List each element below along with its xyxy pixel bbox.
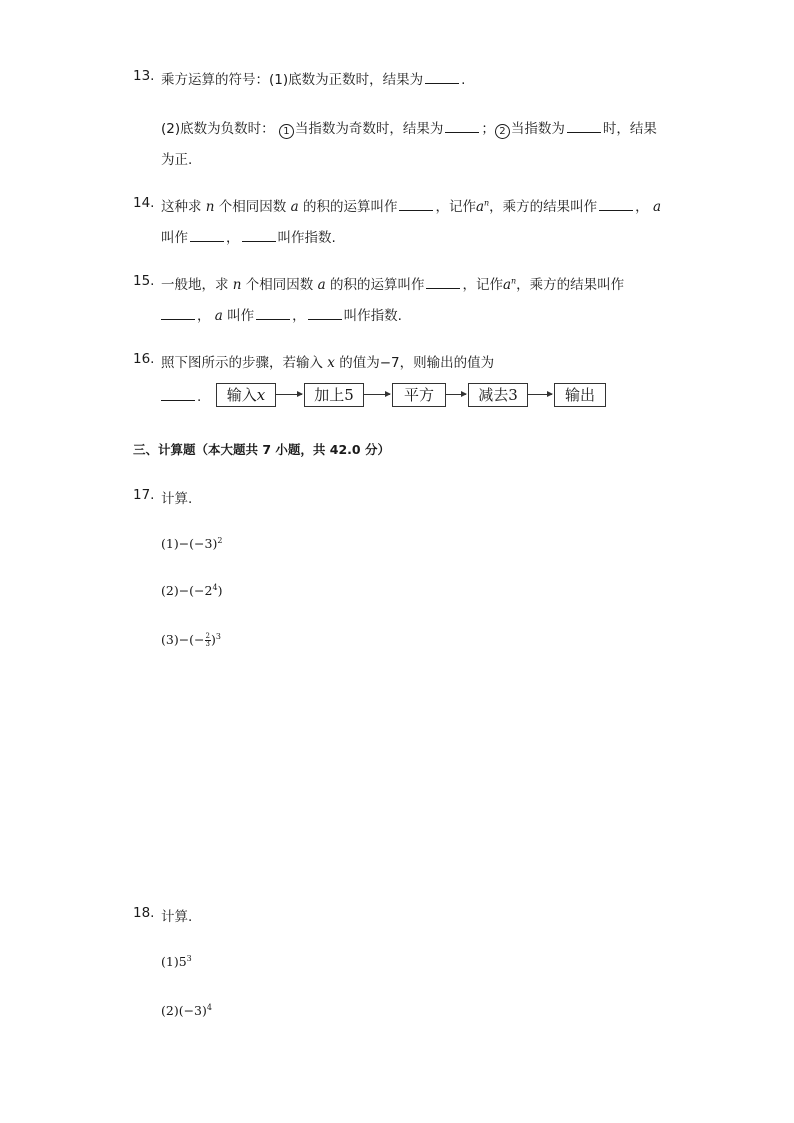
text: (2)−(−2 [161, 583, 213, 599]
circled-number-2: 2 [495, 124, 510, 139]
flow-box-add: 加上5 [304, 383, 364, 407]
math-exponent: 4 [206, 1003, 212, 1012]
question-number: 13. [133, 68, 155, 84]
answer-blank[interactable] [567, 120, 601, 133]
text: 时，结果 [602, 121, 657, 137]
math-exponent: 2 [217, 536, 223, 545]
subquestion-1 [161, 954, 192, 969]
question-text [161, 273, 624, 293]
math-variable: n [205, 199, 215, 215]
flowchart [216, 383, 606, 407]
text: ； [481, 121, 495, 137]
text: 的值为−7，则输出的值为 [339, 355, 495, 371]
text: 的积的运算叫作 [302, 199, 398, 215]
question-text [161, 351, 494, 371]
answer-blank[interactable] [161, 388, 195, 401]
question-text-line-3: 为正. [161, 152, 193, 168]
text: (1)−(−3) [161, 536, 218, 552]
answer-blank[interactable] [445, 120, 479, 133]
fraction-denominator: 3 [205, 640, 210, 649]
text: (2)底数为负数时： [161, 121, 275, 137]
text: 个相同因数 [218, 199, 287, 215]
text: ，乘方的结果叫作 [489, 199, 598, 215]
text: ，记作 [435, 199, 476, 215]
answer-blank[interactable] [161, 307, 195, 320]
math-exponent: 3 [215, 632, 221, 641]
math-variable: n [232, 277, 242, 293]
math-variable: a [652, 199, 662, 215]
text: 个相同因数 [245, 277, 314, 293]
text: . [197, 389, 202, 405]
math-variable: x [256, 386, 266, 404]
circled-number-1: 1 [279, 124, 294, 139]
math-variable: a [317, 277, 326, 293]
question-text [161, 68, 465, 88]
text: ) [217, 583, 223, 599]
flow-arrow [364, 394, 390, 395]
text: ， [292, 308, 306, 324]
fraction-numerator: 2 [205, 632, 210, 641]
answer-blank[interactable] [426, 276, 460, 289]
text: 乘方运算的符号：(1)底数为正数时，结果为 [161, 72, 424, 88]
answer-blank[interactable] [308, 307, 342, 320]
question-text-line-2 [161, 117, 657, 139]
answer-blank[interactable] [399, 198, 433, 211]
subquestion-2 [161, 1003, 212, 1018]
subquestion-1 [161, 536, 222, 551]
question-text [161, 195, 661, 215]
flow-box-subtract: 减去3 [468, 383, 528, 407]
text: (3)−(− [161, 632, 205, 648]
math-exponent: 4 [212, 583, 218, 592]
text: 叫作 [227, 308, 255, 324]
text: 叫作 [161, 230, 188, 246]
answer-blank[interactable] [256, 307, 290, 320]
question-text-line-2 [161, 226, 336, 246]
subquestion-2 [161, 583, 222, 598]
answer-blank[interactable] [190, 229, 224, 242]
flow-box-square: 平方 [392, 383, 446, 407]
text: ， [197, 308, 211, 324]
text: . [461, 72, 466, 88]
math-variable: a [502, 277, 512, 293]
text: 的积的运算叫作 [329, 277, 425, 293]
question-title: 计算. [161, 909, 193, 925]
text: ) [211, 632, 216, 648]
text: (2)(−3) [161, 1003, 207, 1019]
answer-blank[interactable] [242, 229, 276, 242]
math-exponent: 3 [186, 954, 192, 963]
flow-arrow [446, 394, 466, 395]
text: 照下图所示的步骤，若输入 [161, 355, 323, 371]
question-number: 18. [133, 905, 155, 921]
question-number: 14. [133, 195, 155, 211]
flow-box-output: 输出 [554, 383, 606, 407]
text: ， [226, 230, 240, 246]
text: 叫作指数. [277, 230, 336, 246]
text: 这种求 [161, 199, 202, 215]
text: 叫作指数. [343, 308, 402, 324]
math-variable: x [327, 355, 335, 371]
question-number: 16. [133, 351, 155, 367]
text: 当指数为 [510, 121, 565, 137]
text: ，乘方的结果叫作 [516, 277, 625, 293]
question-text-line-2 [161, 304, 402, 324]
question-title: 计算. [161, 491, 193, 507]
question-number: 15. [133, 273, 155, 289]
answer-blank[interactable] [599, 198, 633, 211]
section-header: 三、计算题（本大题共 7 小题，共 42.0 分） [133, 442, 390, 457]
math-exponent: n [484, 198, 490, 208]
flow-arrow [528, 394, 552, 395]
math-variable: a [290, 199, 299, 215]
math-exponent: n [511, 276, 517, 286]
question-text-line-2 [161, 388, 201, 405]
text: 输入 [226, 386, 257, 404]
text: 当指数为奇数时，结果为 [294, 121, 444, 137]
text: 一般地，求 [161, 277, 229, 293]
flow-arrow [276, 394, 302, 395]
math-variable: a [214, 308, 223, 324]
answer-blank[interactable] [425, 71, 459, 84]
text: (1)5 [161, 954, 187, 970]
math-variable: a [475, 199, 485, 215]
text: ，记作 [462, 277, 503, 293]
question-number: 17. [133, 487, 155, 503]
subquestion-3 [161, 632, 221, 648]
text: ， [635, 199, 649, 215]
flow-box-input [216, 383, 276, 407]
